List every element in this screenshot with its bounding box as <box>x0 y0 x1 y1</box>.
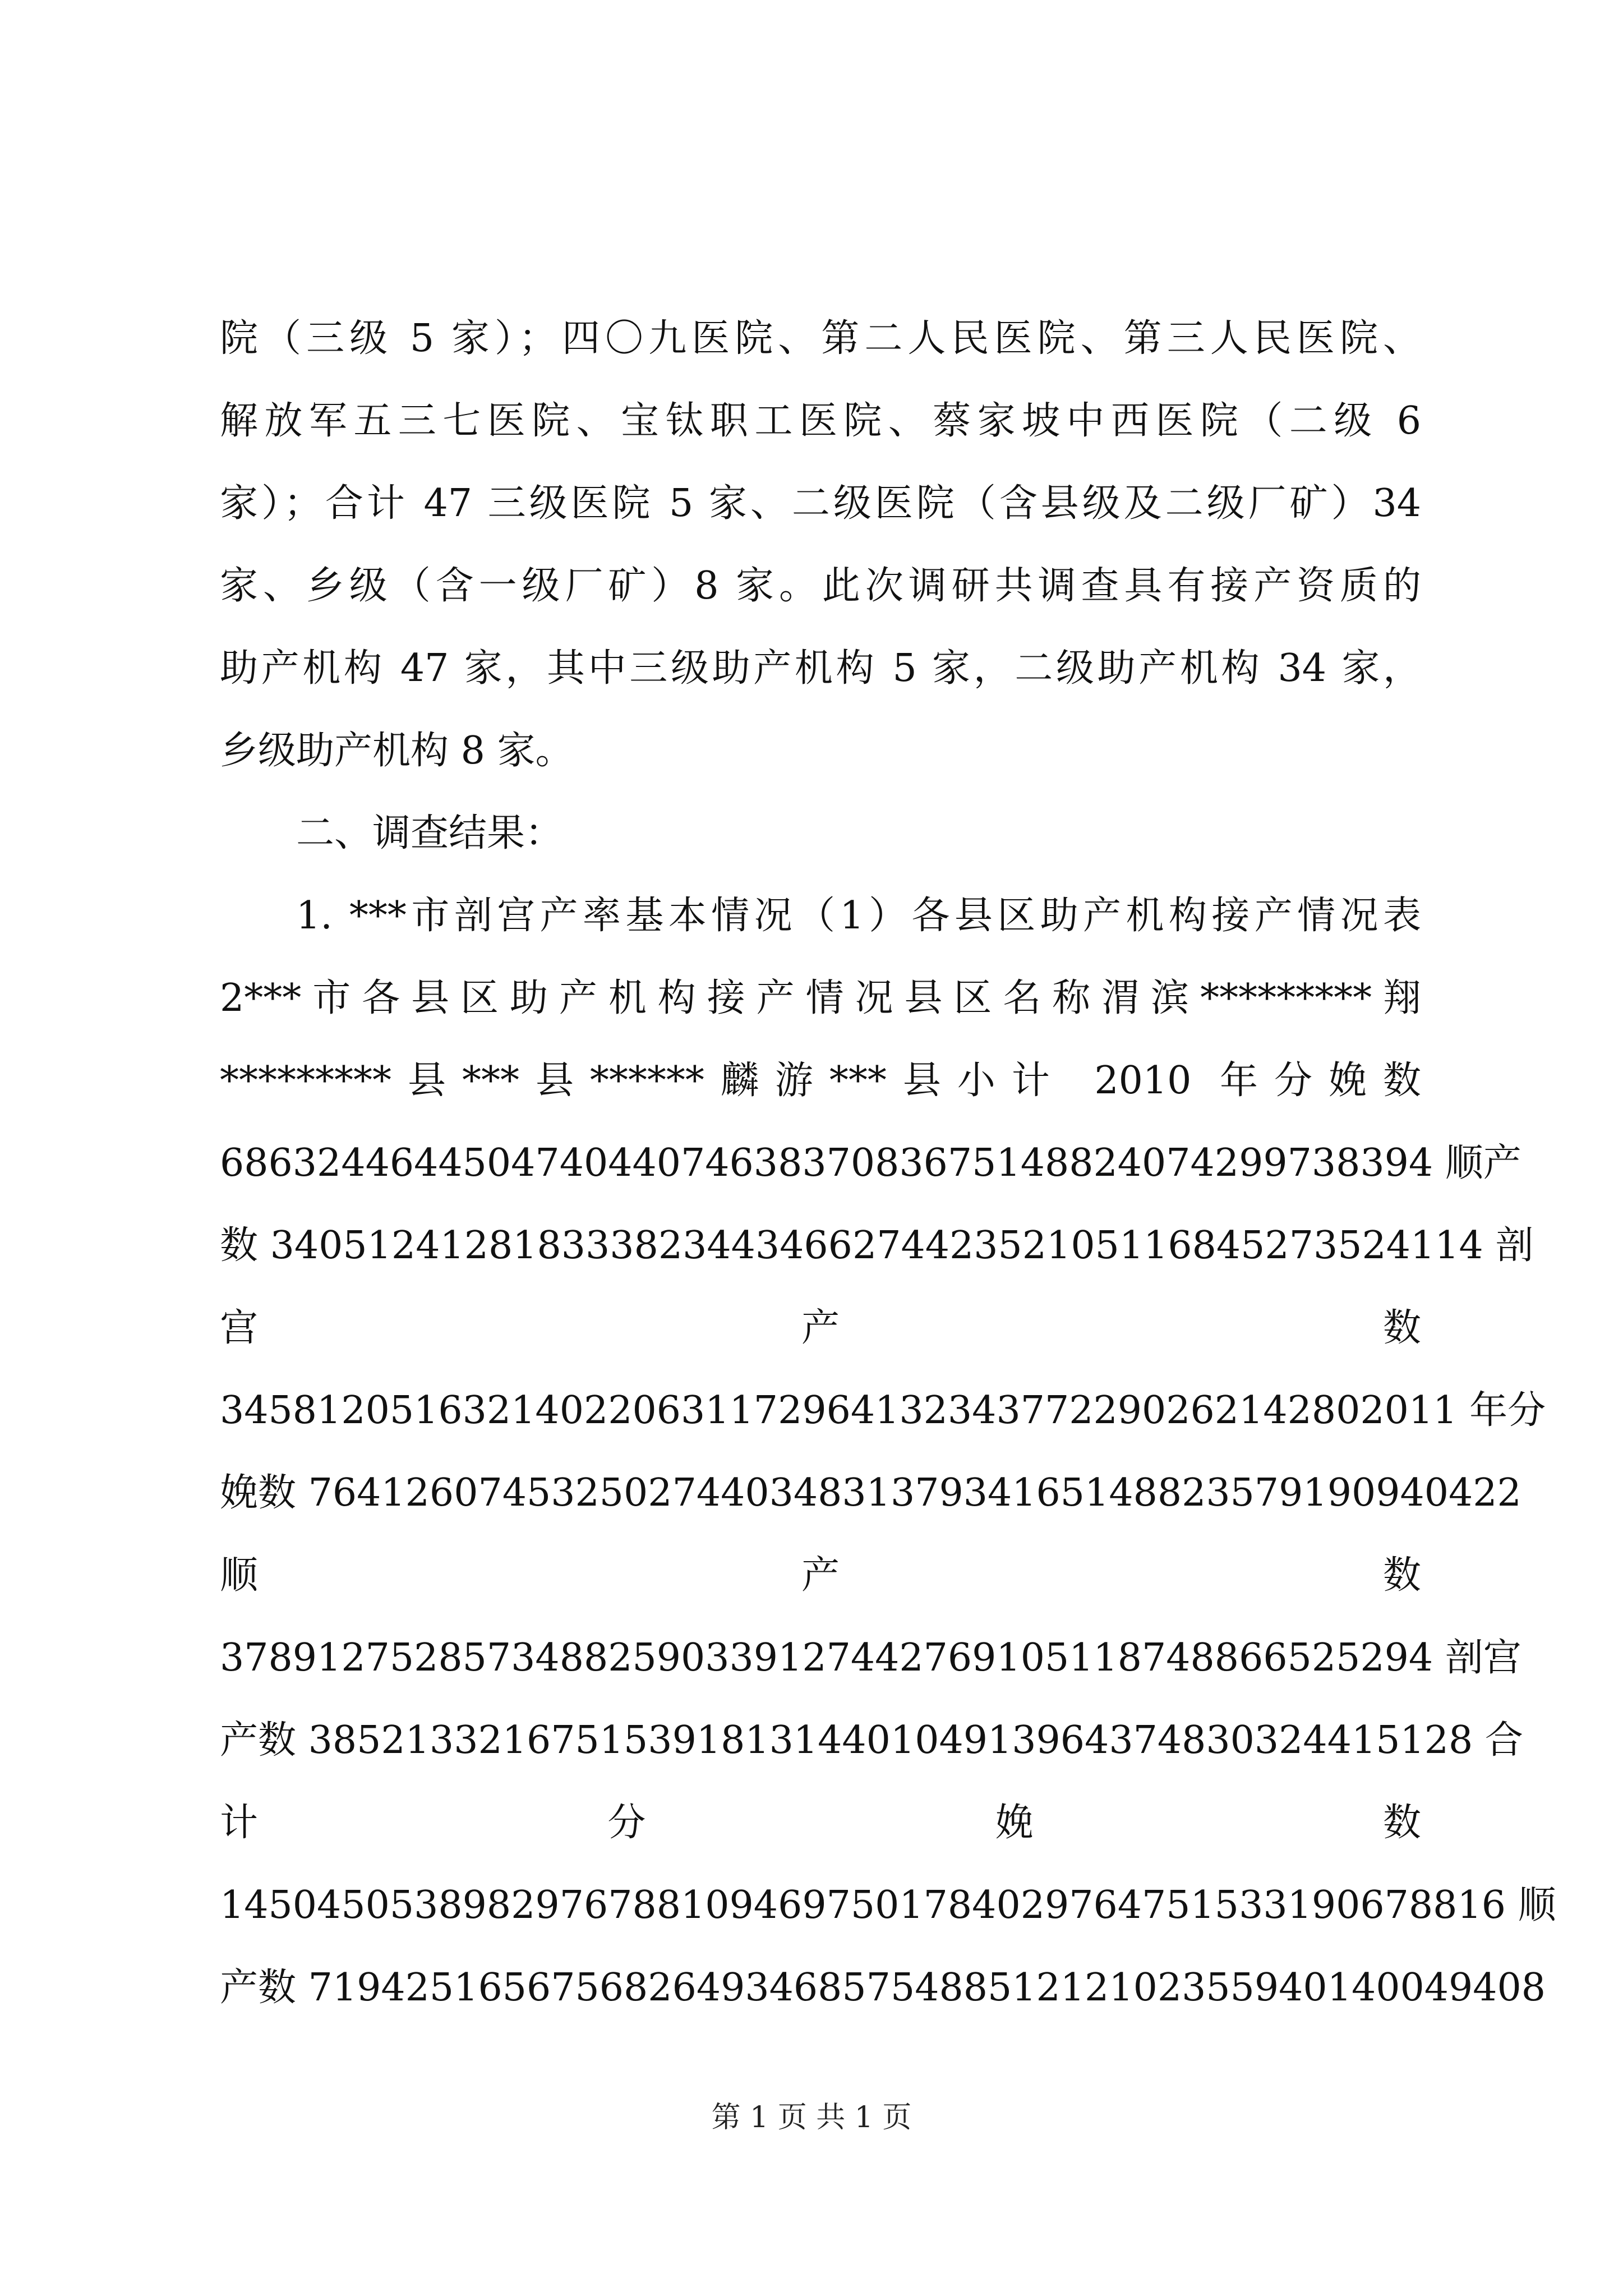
text-line-12: 数 340512412818333823443466274423521051168452735241​14 剖 <box>220 1223 1534 1268</box>
text-line-19: 计 分 娩 数 <box>220 1801 1421 1845</box>
text-line-5: 助产机构 47 家，其中三级助产机构 5 家，二级助产机构 34 家， <box>220 646 1421 691</box>
text-line-18: 产数 38521332167515391813144010491396437483032441512​8 合 <box>220 1718 1523 1763</box>
text-line-10: *********县***县******麟游***县小计 2010 年分娩数 <box>220 1059 1421 1103</box>
text-line-8: 1. ***市剖宫产率基本情况（1）各县区助产机构接产情况表 <box>296 894 1421 938</box>
text-line-6: 乡级助产机构 8 家。 <box>220 729 574 773</box>
section-heading: 二、调查结果： <box>296 811 564 855</box>
text-line-14: 345812051632140220631172964132343772290262142802011 年分 <box>220 1388 1546 1433</box>
text-line-20: 1450450538982976788109469750178402976475153319067881​6 顺 <box>220 1883 1556 1927</box>
text-line-3: 家）；合计 47 三级医院 5 家、二级医院（含县级及二级厂矿）34 <box>220 481 1421 526</box>
text-line-1: 院（三级 5 家）；四〇九医院、第二人民医院、第三人民医院、 <box>220 316 1421 361</box>
text-line-4: 家、乡级（含一级厂矿）8 家。此次调研共调查具有接产资质的 <box>220 564 1421 608</box>
text-line-17: 378912752857348825903391274427691051187488665252​94 剖宫 <box>220 1636 1521 1680</box>
text-line-2: 解放军五三七医院、宝钛职工医院、蔡家坡中西医院（二级 6 <box>220 399 1421 443</box>
document-body <box>220 297 1556 2029</box>
text-line-16: 顺 产 数 <box>220 1553 1421 1598</box>
text-line-9: 2***市各县区助产机构接产情况县区名称渭滨*********翔 <box>220 976 1421 1020</box>
page-footer: 第 1 页 共 1 页 <box>711 2101 912 2134</box>
text-line-15: 娩数 76412607453250274403483137934165148823579190940422 <box>220 1471 1521 1515</box>
text-line-13: 宫 产 数 <box>220 1306 1421 1350</box>
text-line-21: 产数 71942516567568264934685754885121210235594014004940​8 <box>220 1966 1546 2010</box>
text-line-11: 6863244644504740440746383708367514882407429973839​4 顺产 <box>220 1141 1521 1185</box>
